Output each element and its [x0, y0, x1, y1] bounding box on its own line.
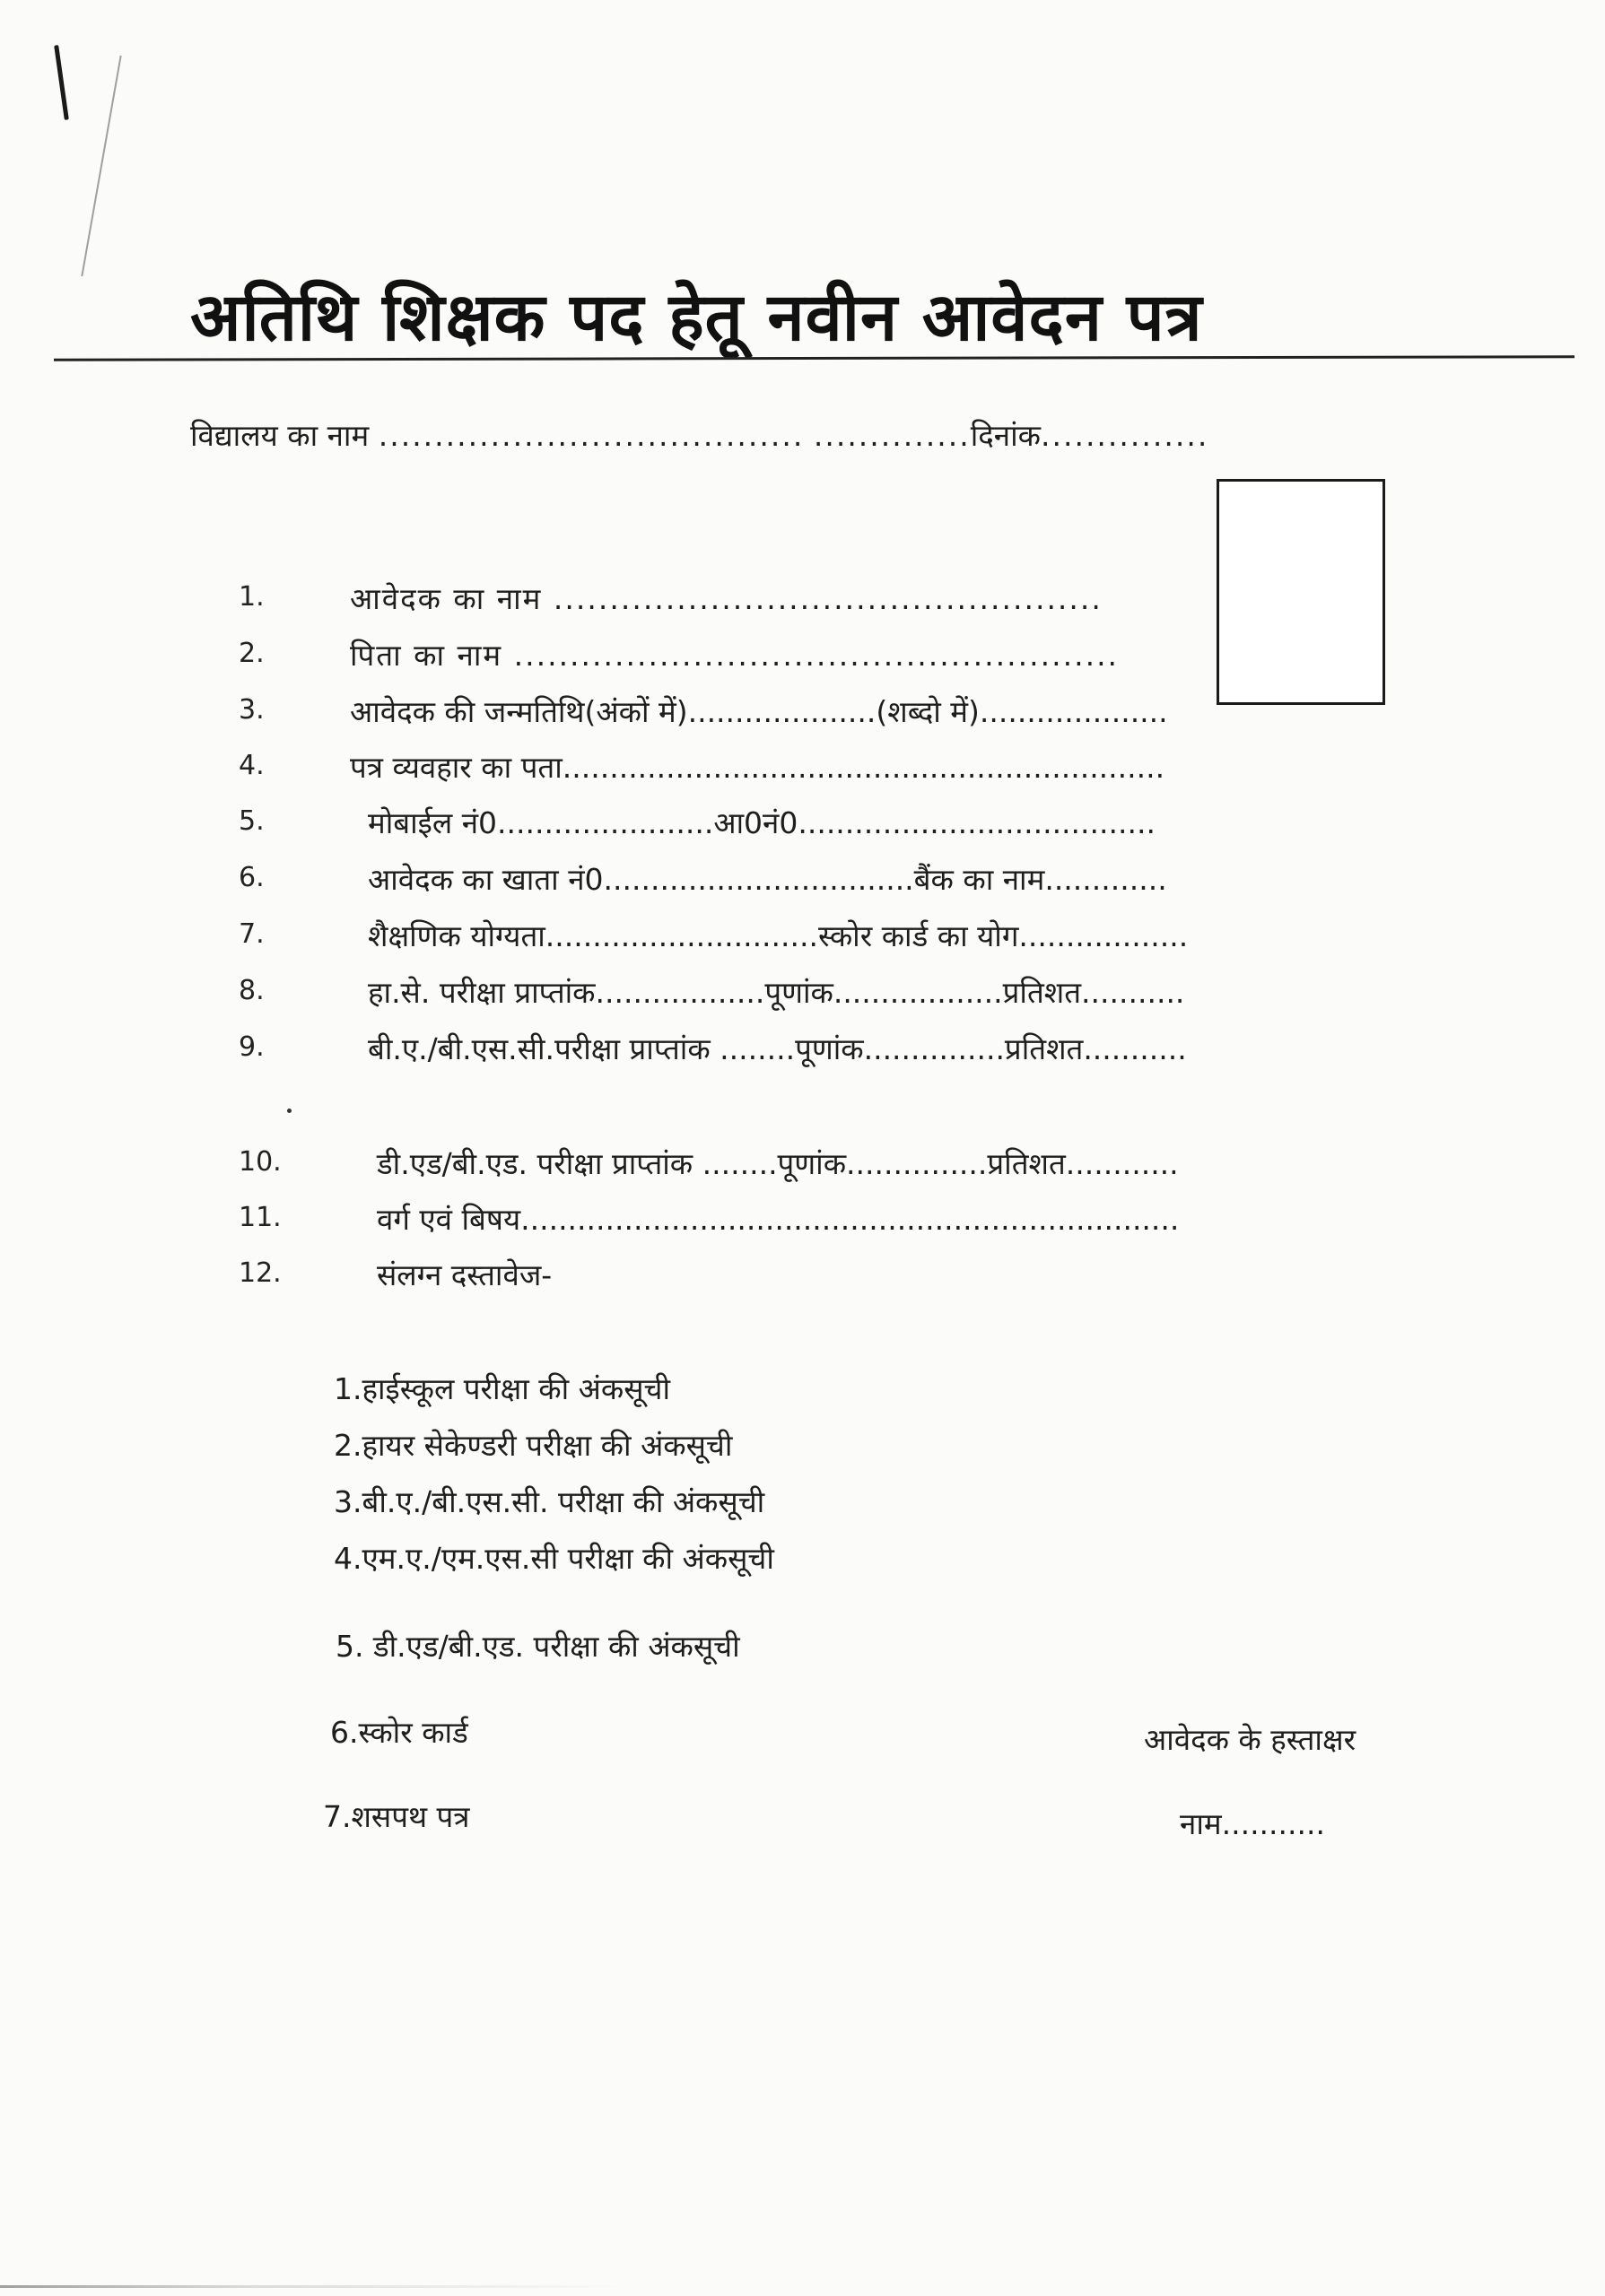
school-name-label: विद्यालय का नाम [190, 418, 370, 453]
field-number: 12. [239, 1257, 282, 1289]
applicant-signature-label: आवेदक के हस्ताक्षर [1144, 1722, 1356, 1757]
address-field[interactable]: पत्र व्यवहार का पता................................................................ [350, 750, 1165, 785]
field-number: 6. [239, 862, 265, 893]
attachment-item: 3.बी.ए./बी.एस.सी. परीक्षा की अंकसूची [334, 1484, 765, 1519]
mobile-field[interactable]: मोबाईल नं0.......................आ0नं0...................................... [368, 805, 1156, 840]
field-number: 8. [239, 975, 265, 1006]
category-subject-field[interactable]: वर्ग एवं बिषय...................................................................... [377, 1202, 1180, 1237]
page-bottom-edge [0, 2285, 628, 2288]
date-label: दिनांक [970, 418, 1041, 453]
date-prefix-field[interactable]: .............. [813, 418, 971, 453]
attachment-item: 1.हाईस्कूल परीक्षा की अंकसूची [334, 1371, 671, 1406]
field-number: 10. [239, 1146, 282, 1178]
stray-mark [287, 1109, 292, 1113]
field-number: 4. [239, 750, 265, 781]
bank-account-field[interactable]: आवेदक का खाता नं0.................................बैंक का नाम............. [368, 862, 1167, 897]
signature-name-field[interactable]: नाम........... [1180, 1806, 1325, 1841]
school-name-field[interactable]: ...................................... [378, 418, 805, 453]
ded-bed-marks-field[interactable]: डी.एड/बी.एड. परीक्षा प्राप्तांक ........पूणांक...............प्रतिशत............ [377, 1146, 1179, 1181]
form-title: अतिथि शिक्षक पद हेतू नवीन आवेदन पत्र [190, 279, 1203, 356]
attachment-item: 2.हायर सेकेण्डरी परीक्षा की अंकसूची [334, 1428, 733, 1463]
paper-fold-line [81, 56, 121, 277]
school-name-line [190, 414, 1208, 455]
field-number: 5. [239, 805, 265, 837]
hs-marks-field[interactable]: हा.से. परीक्षा प्राप्तांक..................पूणांक..................प्रतिशत........... [368, 975, 1185, 1010]
date-field[interactable]: ............... [1040, 418, 1209, 453]
father-name-field[interactable]: पिता का नाम ...................................................... [350, 638, 1120, 673]
field-number: 9. [239, 1031, 265, 1063]
applicant-name-field[interactable]: आवेदक का नाम ................................................. [350, 581, 1103, 616]
attachment-item: 5. डी.एड/बी.एड. परीक्षा की अंकसूची [336, 1629, 740, 1664]
attachment-item: 7.शसपथ पत्र [323, 1799, 470, 1834]
field-number: 3. [239, 694, 265, 726]
field-number: 2. [239, 638, 265, 669]
pen-mark [54, 45, 69, 120]
field-number: 7. [239, 918, 265, 950]
attached-documents-label: संलग्न दस्तावेज- [377, 1257, 553, 1292]
photo-box[interactable] [1217, 479, 1385, 705]
qualification-field[interactable]: शैक्षणिक योग्यता.............................स्कोर कार्ड का योग.................. [368, 918, 1189, 953]
attachment-item: 4.एम.ए./एम.एस.सी परीक्षा की अंकसूची [334, 1541, 774, 1576]
ba-bsc-marks-field[interactable]: बी.ए./बी.एस.सी.परीक्षा प्राप्तांक ........पूणांक...............प्रतिशत........... [368, 1031, 1187, 1066]
field-number: 1. [239, 581, 265, 613]
attachment-item: 6.स्कोर कार्ड [330, 1715, 468, 1750]
field-number: 11. [239, 1202, 282, 1233]
dob-field[interactable]: आवेदक की जन्मतिथि(अंकों में)....................(शब्दो में).................... [350, 694, 1168, 729]
